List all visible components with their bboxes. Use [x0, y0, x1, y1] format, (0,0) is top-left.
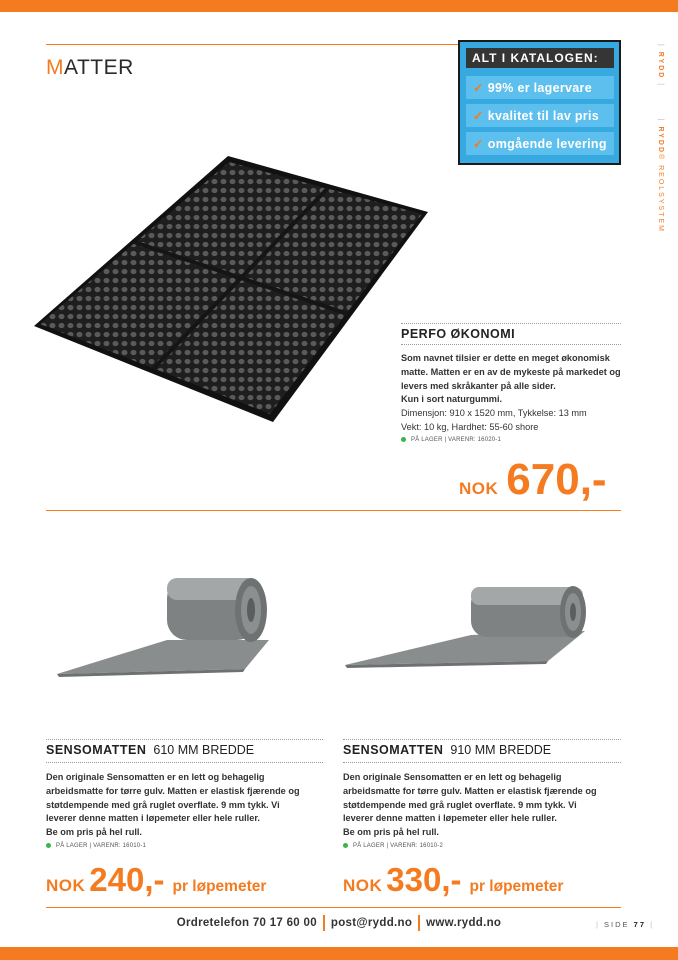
- bottom-accent-bar: [0, 947, 678, 960]
- product-title: SENSOMATTEN 610 MM BREDDE: [46, 743, 255, 757]
- dotted-divider: [46, 739, 323, 740]
- dotted-divider: [46, 762, 323, 763]
- footer-phone: Ordretelefon 70 17 60 00: [176, 917, 317, 930]
- in-stock-icon: [46, 843, 51, 848]
- product-price: NOK 240,- pr løpemeter: [46, 861, 267, 898]
- in-stock-icon: [401, 437, 406, 442]
- in-stock-icon: [343, 843, 348, 848]
- catalog-item: ✓ kvalitet til lav pris: [466, 104, 614, 127]
- check-icon: ✓: [473, 81, 484, 95]
- check-icon: ✓: [473, 109, 484, 123]
- check-icon: ✓: [473, 137, 484, 151]
- stock-info: PÅ LAGER | VARENR: 16010-1: [46, 843, 146, 849]
- product-price: NOK 670,-: [459, 455, 607, 504]
- product-description: Den originale Sensomatten er en lett og behagelig arbeidsmatte for tørre gulv. Matten er elastisk fjærende og støtdempende med grå ruglet overflate. 9 mm tykk. Vi leverer denne matten i løpemeter eller hele ruller. Be om pris på hel rull.: [343, 772, 597, 838]
- catalog-item: ✓ 99% er lagervare: [466, 76, 614, 99]
- product-description: Den originale Sensomatten er en lett og behagelig arbeidsmatte for tørre gulv. Matten er elastisk fjærende og støtdempende med grå ruglet overflate. 9 mm tykk. Vi leverer denne matten i løpemeter eller hele ruller. Be om pris på hel rull.: [46, 772, 300, 838]
- dotted-divider: [343, 739, 621, 740]
- stock-info: PÅ LAGER | VARENR: 16020-1: [401, 437, 501, 443]
- top-accent-bar: [0, 0, 678, 12]
- catalog-heading: ALT I KATALOGEN:: [466, 48, 614, 68]
- dotted-divider: [401, 323, 621, 324]
- product-description: Som navnet tilsier er dette en meget økonomisk matte. Matten er en av de mykeste på markedet og levers med skråkanter på alle sider. Kun i sort naturgummi. Dimensjon: 910 x 1520 mm, Tykkelse: 13 mm Vekt: 10 kg, Hardhet: 55-60 shore: [401, 353, 621, 432]
- senso-roll-image-610: [55, 570, 285, 710]
- stock-info: PÅ LAGER | VARENR: 16010-2: [343, 843, 443, 849]
- catalog-item: ✓ omgående levering: [466, 132, 614, 155]
- senso-roll-image-910: [343, 575, 593, 715]
- side-brand-label: | RYDD | | RYDD® REOLSYSTEM: [657, 44, 664, 233]
- footer-website[interactable]: www.rydd.no: [426, 917, 502, 930]
- product-price: NOK 330,- pr løpemeter: [343, 861, 564, 898]
- product-title: PERFO ØKONOMI: [401, 327, 516, 341]
- divider: [46, 907, 621, 908]
- footer-contact: [0, 915, 678, 931]
- page-title: MATTER: [46, 56, 134, 79]
- product-title: SENSOMATTEN 910 MM BREDDE: [343, 743, 552, 757]
- dotted-divider: [343, 762, 621, 763]
- divider: [46, 510, 621, 511]
- page-number: | SIDE 77 |: [596, 920, 655, 929]
- footer-email[interactable]: post@rydd.no: [330, 917, 413, 930]
- dotted-divider: [401, 344, 621, 345]
- perfo-mat-image: [30, 150, 430, 420]
- catalog-info-box: [458, 40, 621, 165]
